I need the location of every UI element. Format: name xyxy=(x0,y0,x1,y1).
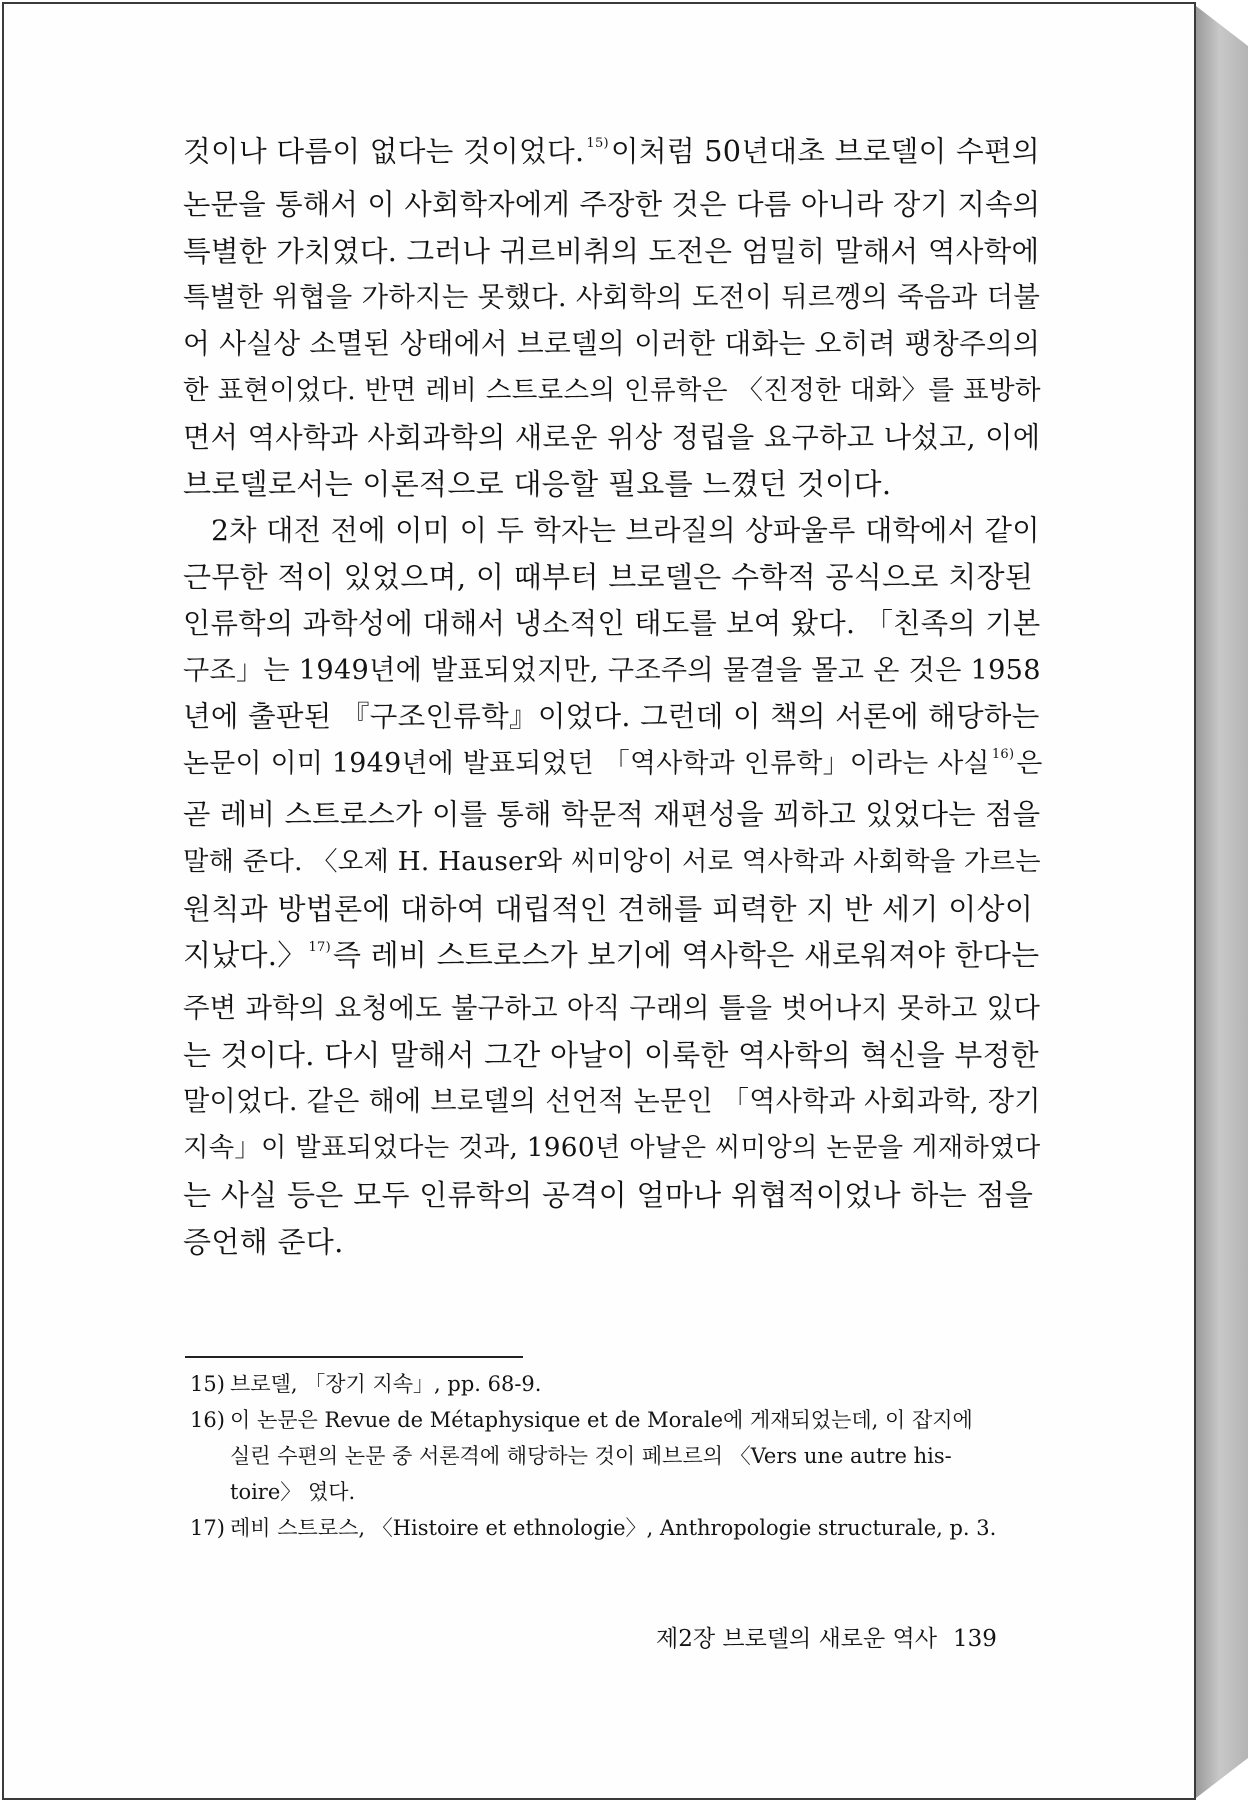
footnote-ref-17[interactable]: 17) xyxy=(308,940,331,956)
text-line: 년에 출판된 『구조인류학』이었다. 그런데 이 책의 서론에 해당하는 xyxy=(183,700,1040,734)
footnote-16-cont: 실린 수편의 논문 중 서론격에 해당하는 것이 페브르의 〈Vers une autre his- xyxy=(230,1444,952,1468)
text-line: 근무한 적이 있었으며, 이 때부터 브로델은 수학적 공식으로 치장된 xyxy=(183,560,1034,595)
text-line: 말해 준다. 〈오제 H. Hauser와 씨미앙이 서로 역사학과 사회학을 가르는 xyxy=(183,846,1041,877)
text-line: 는 사실 등은 모두 인류학의 공격이 얼마나 위협적이었나 하는 점을 xyxy=(183,1178,1034,1213)
text-line: 면서 역사학과 사회과학의 새로운 위상 정립을 요구하고 나섰고, 이에 xyxy=(183,420,1041,454)
text-line: 논문이 이미 1949년에 발표되었던 「역사학과 인류학」이라는 사실 $^{16)}$은 xyxy=(183,746,1043,779)
text-line: 브로델로서는 이론적으로 대응할 필요를 느꼈던 것이다. xyxy=(183,467,892,502)
page-stack-edge xyxy=(1196,6,1248,1798)
text-line: 특별한 위협을 가하지는 못했다. 사회학의 도전이 뒤르껭의 죽음과 더불 xyxy=(183,281,1041,313)
footnotes xyxy=(190,1366,1040,1546)
footnote-number: 17) xyxy=(190,1516,225,1540)
page-number: 139 xyxy=(952,1626,997,1652)
text-line: 는 것이다. 다시 말해서 그간 아날이 이룩한 역사학의 혁신을 부정한 xyxy=(183,1038,1040,1073)
text-line: 지속」이 발표되었다는 것과, 1960년 아날은 씨미앙의 논문을 게재하였다 xyxy=(183,1133,1041,1164)
text-line: 구조」는 1949년에 발표되었지만, 구조주의 물결을 몰고 온 것은 1958 xyxy=(183,654,1041,686)
running-footer xyxy=(656,1620,997,1653)
text-line: 곧 레비 스트로스가 이를 통해 학문적 재편성을 꾀하고 있었다는 점을 xyxy=(183,798,1041,832)
footnote-divider xyxy=(185,1356,523,1358)
text-line: 원칙과 방법론에 대하여 대립적인 견해를 피력한 지 반 세기 이상이 xyxy=(183,891,1034,926)
footnote-number: 16) xyxy=(190,1408,225,1432)
text-line: 특별한 가치였다. 그러나 귀르비취의 도전은 엄밀히 말해서 역사학에 xyxy=(183,234,1040,269)
text-line: 한 표현이었다. 반면 레비 스트로스의 인류학은 〈진정한 대화〉를 표방하 xyxy=(183,374,1041,406)
body-text xyxy=(183,128,1043,1265)
footnote-16-cont: toire〉 였다. xyxy=(230,1480,356,1504)
footnote-15: 15) 브로델, 「장기 지속」, pp. 68-9. xyxy=(190,1366,1040,1402)
footnote-ref-15[interactable]: 15) xyxy=(586,136,609,151)
text-line: 지났다.〉 $^{17)}$즉 레비 스트로스가 보기에 역사학은 새로워져야 한다는 xyxy=(183,938,1040,973)
footnote-ref-16[interactable]: 16) xyxy=(991,746,1015,762)
footnote-16: 16) 이 논문은 Revue de Métaphysique et de Morale에 게재되었는데, 이 잡지에 xyxy=(190,1402,1040,1438)
text-line: 말이었다. 같은 해에 브로델의 선언적 논문인 「역사학과 사회과학, 장기 xyxy=(183,1085,1041,1117)
footnote-17: 17) 레비 스트로스, 〈Histoire et ethnologie〉, Anthropologie structurale, p. 3. xyxy=(190,1510,1040,1546)
text-line: 증언해 준다. xyxy=(183,1224,344,1259)
text-line: 어 사실상 소멸된 상태에서 브로델의 이러한 대화는 오히려 팽창주의의 xyxy=(183,327,1041,361)
running-head: 제2장 브로델의 새로운 역사 xyxy=(656,1626,937,1652)
text-line: 2차 대전 전에 이미 이 두 학자는 브라질의 상파울루 대학에서 같이 xyxy=(211,513,1040,547)
text-line: 논문을 통해서 이 사회학자에게 주장한 것은 다름 아니라 장기 지속의 xyxy=(183,187,1041,221)
footnote-number: 15) xyxy=(190,1372,225,1396)
text-line: 인류학의 과학성에 대해서 냉소적인 태도를 보여 왔다. 「친족의 기본 xyxy=(183,606,1041,640)
text-line: 것이나 다름이 없다는 것이었다. $^{15)}$이처럼 50년대초 브로델이 수편의 xyxy=(183,134,1040,168)
text-line: 주변 과학의 요청에도 불구하고 아직 구래의 틀을 벗어나지 못하고 있다 xyxy=(183,992,1041,1024)
